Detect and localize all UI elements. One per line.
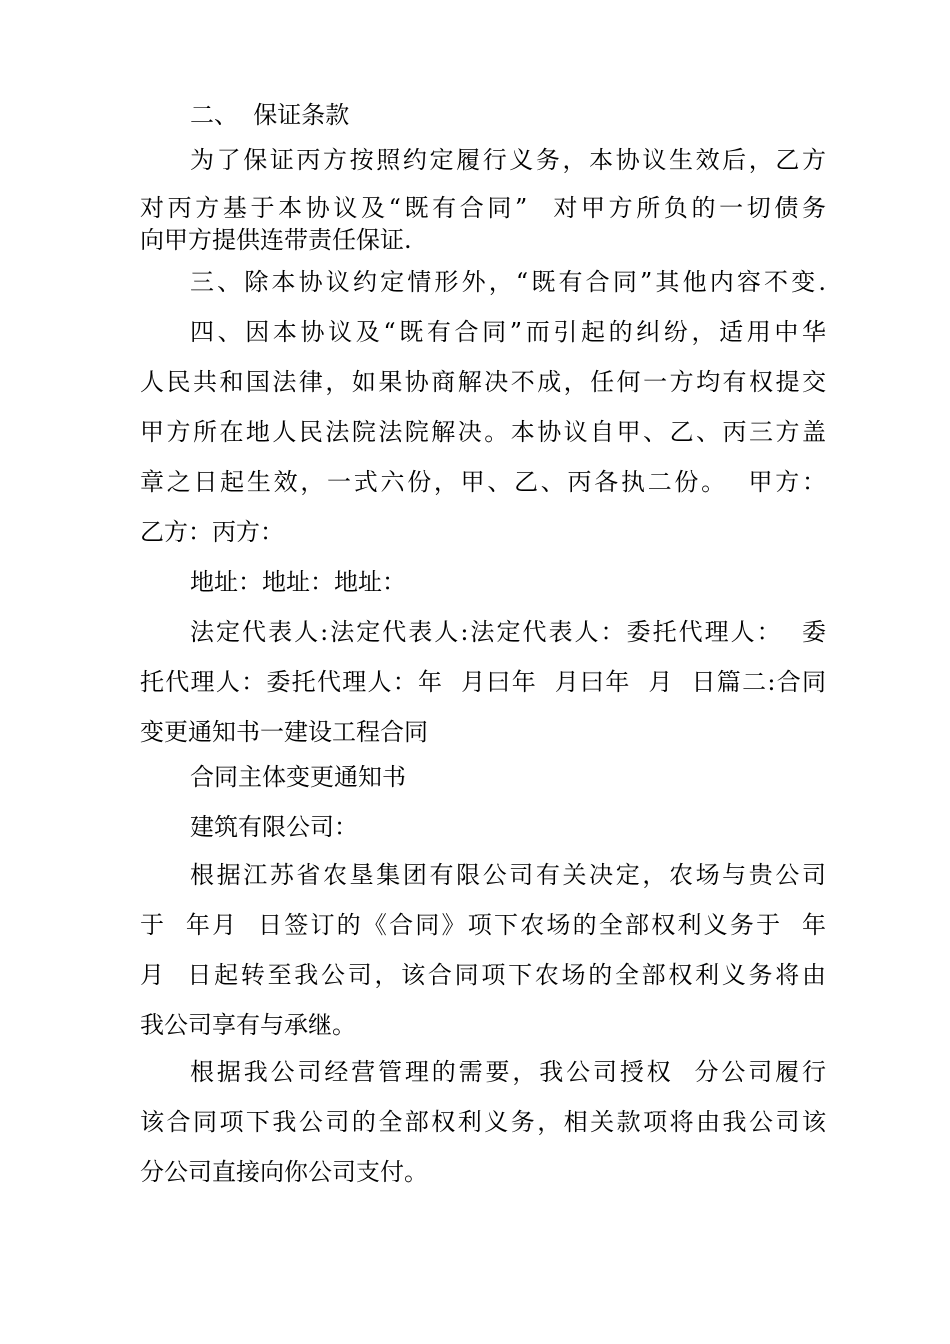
text-line: 根据江苏省农垦集团有限公司有关决定，农场与贵公司 <box>190 861 829 889</box>
text-line: 于 年月 日签订的《合同》项下农场的全部权利义务于 年 <box>140 911 829 939</box>
text-line: 月 日起转至我公司，该合同项下农场的全部权利义务将由 <box>140 961 829 989</box>
text-line: 托代理人：委托代理人：年 月曰年 月曰年 月 日篇二:合同 <box>140 668 828 696</box>
text-line: 四、因本协议及“既有合同”而引起的纠纷，适用中华 <box>190 318 830 346</box>
text-line: 对丙方基于本协议及“既有合同” 对甲方所负的一切债务 <box>140 194 830 222</box>
text-line: 变更通知书一建设工程合同 <box>140 718 428 746</box>
text-line: 为了保证丙方按照约定履行义务，本协议生效后，乙方 <box>190 146 829 174</box>
text-line: 二、 保证条款 <box>190 101 350 129</box>
text-line: 该合同项下我公司的全部权利义务，相关款项将由我公司该 <box>140 1108 829 1136</box>
text-line: 三、除本协议约定情形外，“既有合同”其他内容不变. <box>190 268 830 296</box>
text-line: 乙方：丙方： <box>140 518 284 546</box>
text-line: 我公司享有与承继。 <box>140 1011 356 1039</box>
text-line: 合同主体变更通知书 <box>190 763 406 791</box>
text-line: 甲方所在地人民法院法院解决。本协议自甲、乙、丙三方盖 <box>140 418 829 446</box>
text-line: 向甲方提供连带责任保证. <box>140 226 412 254</box>
text-line: 章之日起生效，一式六份，甲、乙、丙各执二份。 甲方： <box>140 468 829 496</box>
text-line: 根据我公司经营管理的需要，我公司授权 分公司履行 <box>190 1058 829 1086</box>
text-line: 建筑有限公司： <box>190 813 358 841</box>
text-line: 分公司直接向你公司支付。 <box>140 1158 428 1186</box>
text-line: 人民共和国法律，如果协商解决不成，任何一方均有权提交 <box>140 368 829 396</box>
text-line: 法定代表人:法定代表人:法定代表人：委托代理人： 委 <box>190 618 829 646</box>
text-line: 地址：地址：地址： <box>190 568 406 596</box>
